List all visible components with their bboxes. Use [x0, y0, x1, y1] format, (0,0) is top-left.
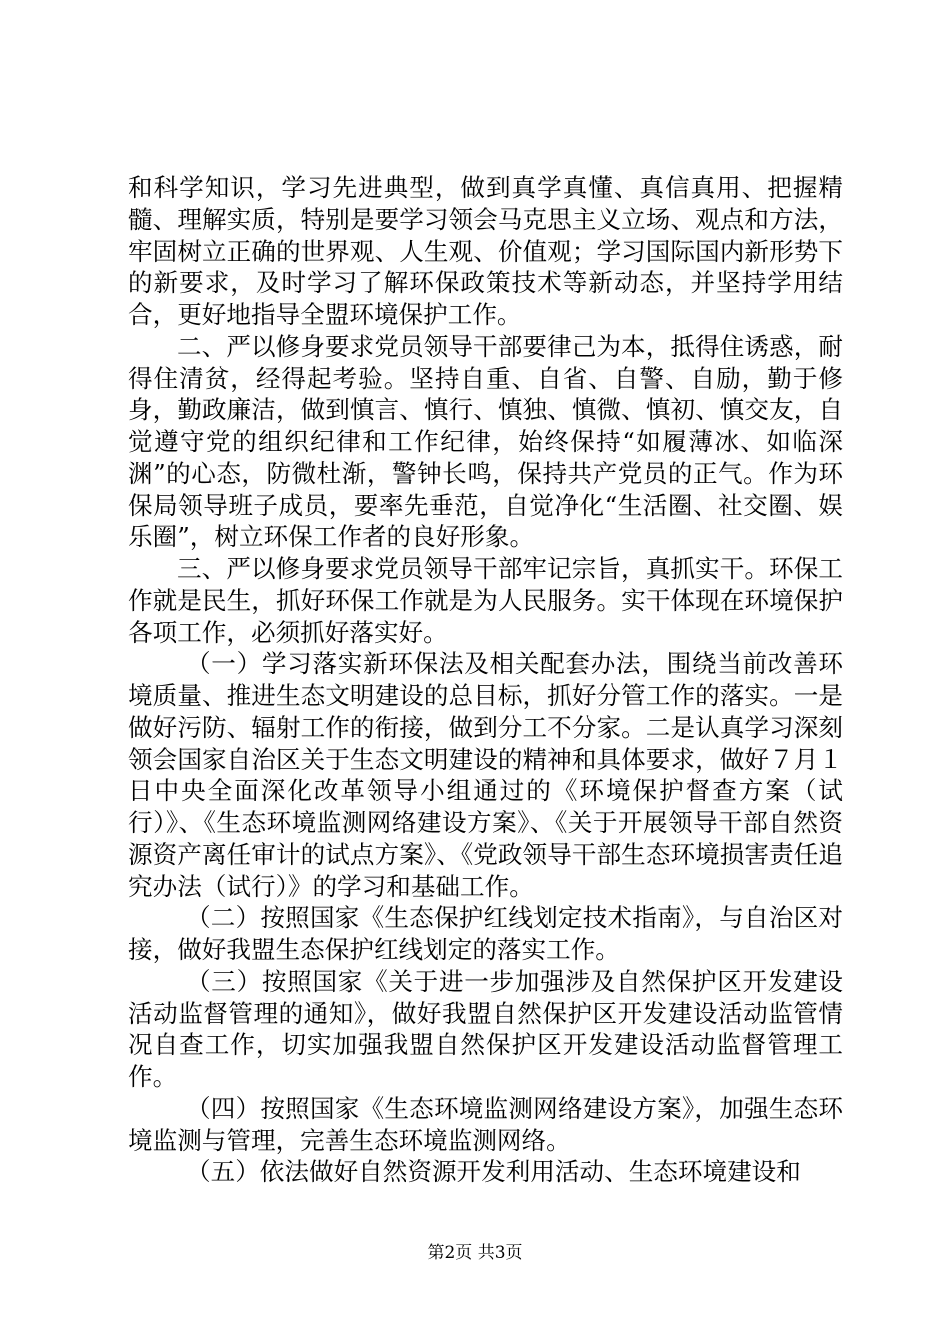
paragraph-item-4: （四）按照国家《生态环境监测网络建设方案》，加强生态环境监测与管理，完善生态环境监测网络。: [128, 1093, 843, 1155]
page-number-footer: 第2页 共3页: [427, 1243, 523, 1263]
paragraph-section-3: 三、严以修身要求党员领导干部牢记宗旨，真抓实干。环保工作就是民生，抓好环保工作就是为人民服务。实干体现在环境保护各项工作，必须抓好落实好。: [128, 554, 843, 647]
paragraph-intro-continued: 和科学知识，学习先进典型，做到真学真懂、真信真用、把握精髓、理解实质，特别是要学习领会马克思主义立场、观点和方法，牢固树立正确的世界观、人生观、价值观；学习国际国内新形势下的新要求，及时学习了解环保政策技术等新动态，并坚持学用结合，更好地指导全盟环境保护工作。: [128, 173, 843, 329]
paragraph-item-5: （五）依法做好自然资源开发利用活动、生态环境建设和: [186, 1157, 801, 1187]
paragraph-item-2: （二）按照国家《生态保护红线划定技术指南》，与自治区对接，做好我盟生态保护红线划定的落实工作。: [128, 903, 843, 964]
paragraph-item-1: （一）学习落实新环保法及相关配套办法，围绕当前改善环境质量、推进生态文明建设的总目标，抓好分管工作的落实。一是做好污防、辐射工作的衔接，做到分工不分家。二是认真学习深刻领会国家自治区关于生态文明建设的精神和具体要求，做好７月１日中央全面深化改革领导小组通过的《环境保护督查方案（试行）》、《生态环境监测网络建设方案》、《关于开展领导干部自然资源资产离任审计的试点方案》、《党政领导干部生态环境损害责任追究办法（试行）》的学习和基础工作。: [128, 649, 843, 901]
paragraph-section-2: 二、严以修身要求党员领导干部要律己为本，抵得住诱惑，耐得住清贫，经得起考验。坚持自重、自省、自警、自励，勤于修身，勤政廉洁，做到慎言、慎行、慎独、慎微、慎初、慎交友，自觉遵守党的组织纪律和工作纪律，始终保持“如履薄冰、如临深渊”的心态，防微杜渐，警钟长鸣，保持共产党员的正气。作为环保局领导班子成员，要率先垂范，自觉净化“生活圈、社交圈、娱乐圈”，树立环保工作者的良好形象。: [128, 331, 843, 552]
document-body: [128, 172, 843, 1188]
paragraph-item-3: （三）按照国家《关于进一步加强涉及自然保护区开发建设活动监督管理的通知》，做好我盟自然保护区开发建设活动监管情况自查工作，切实加强我盟自然保护区开发建设活动监督管理工作。: [128, 966, 843, 1091]
